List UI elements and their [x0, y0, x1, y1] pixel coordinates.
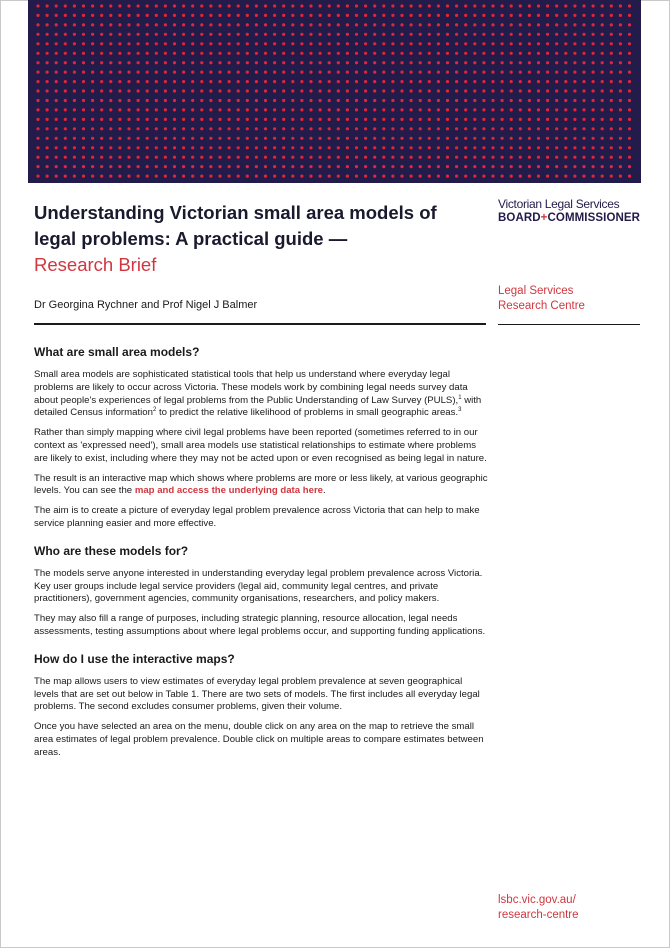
- paragraph: The map allows users to view estimates of everyday legal problem prevalence at seven geographical levels that are set out below in Table 1. There are two sets of models. The first includes all everyday legal problems. The second excludes consumer problems, given their volume.: [34, 675, 480, 713]
- divider-side: [498, 324, 640, 325]
- main-content: [34, 344, 489, 767]
- header-banner: [28, 0, 641, 183]
- side-heading-line2: Research Centre: [498, 300, 585, 312]
- paragraph: [34, 473, 489, 499]
- footnote-ref: 3: [458, 407, 462, 414]
- logo-line1: Victorian Legal Services: [498, 197, 620, 211]
- section-heading: How do I use the interactive maps?: [34, 651, 235, 666]
- footer-link-line2: research-centre: [498, 909, 579, 921]
- map-data-link[interactable]: map and access the underlying data here: [134, 485, 324, 497]
- logo-board: BOARD: [498, 212, 541, 224]
- section-heading: Who are these models for?: [34, 543, 189, 558]
- text-run: Small area models are sophisticated statistical tools that help us understand where everyday legal problems are likely to occur across Victoria. These models work by combining legal needs survey data about people's experiences of legal problems from the Public Understanding of Law Survey (PULS),: [34, 369, 468, 406]
- side-heading-line1: Legal Services: [498, 285, 574, 297]
- section-heading: What are small area models?: [34, 345, 200, 359]
- text-run: with detailed Census information: [34, 394, 482, 419]
- logo-line2: [498, 211, 648, 225]
- paragraph: Once you have selected an area on the menu, double click on any area on the map to retrieve the small area estimates of legal problem prevalence. Double click on multiple areas to compare estimates between areas.: [34, 721, 484, 758]
- text-run: The result is an interactive map which shows where problems are more or less likely, at various geographic levels. You can see the: [34, 472, 488, 497]
- title-text: Understanding Victorian small area models of legal problems: A practical guide —: [34, 202, 437, 249]
- logo-commissioner: COMMISSIONER: [547, 212, 641, 224]
- title-subtitle: Research Brief: [34, 254, 157, 275]
- paragraph: They may also fill a range of purposes, including strategic planning, resource allocation, legal needs assessments, testing assumptions about where legal problems occur, and supporting funding applications.: [34, 613, 486, 637]
- footer-link[interactable]: [498, 893, 579, 923]
- footnote-ref: 1: [458, 394, 462, 401]
- dot-pattern: [28, 0, 641, 183]
- divider-main: [34, 323, 486, 325]
- paragraph: The models serve anyone interested in understanding everyday legal problem prevalence across Victoria. Key user groups include legal service providers (legal aid, community legal centres, and private practitioners), government agencies, community organisations, researchers, and policy makers.: [34, 567, 483, 605]
- footer-link-line1: lsbc.vic.gov.au/: [498, 894, 576, 906]
- authors: Dr Georgina Rychner and Prof Nigel J Balmer: [34, 299, 258, 311]
- page-title: [34, 200, 474, 278]
- side-heading: [498, 284, 585, 314]
- text-run: .: [323, 485, 326, 497]
- text-run: to predict the relative likelihood of problems in small geographic areas.: [156, 407, 459, 419]
- paragraph: [34, 369, 489, 420]
- paragraph: Rather than simply mapping where civil legal problems have been reported (sometimes referred to in our context as 'expressed need'), small area models use statistical relationships to estimate where problems are likely to exist, including where they may not be acted upon or even recognised as being legal in nature.: [34, 427, 487, 464]
- logo-plus: +: [540, 212, 548, 224]
- vlsb-logo: [498, 198, 648, 225]
- footnote-ref: 2: [152, 407, 157, 414]
- paragraph: The aim is to create a picture of everyday legal problem prevalence across Victoria that can help to make service planning easier and more effective.: [34, 505, 480, 529]
